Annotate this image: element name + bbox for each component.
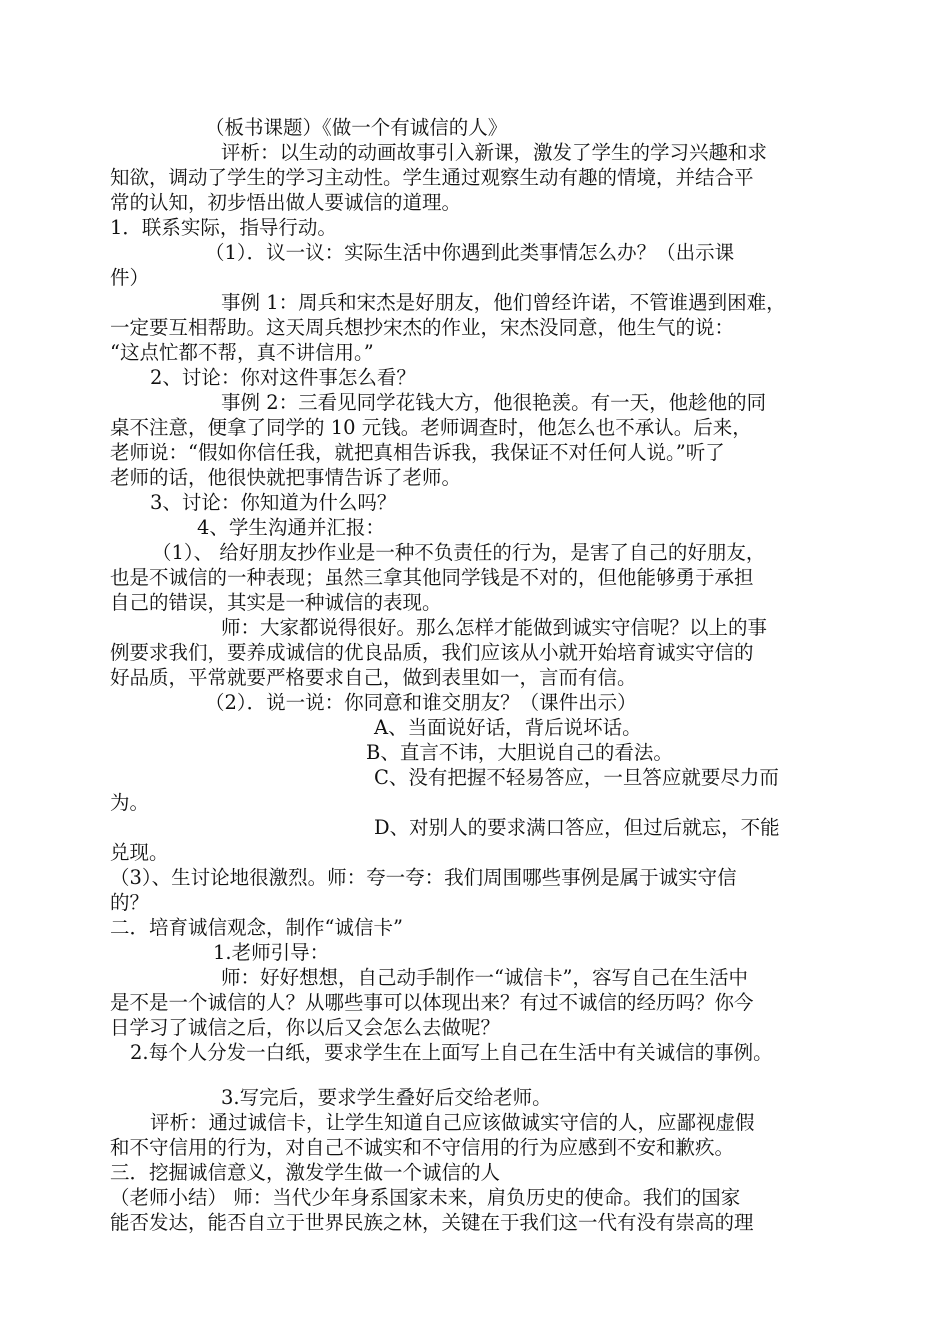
- text-line: 能否发达，能否自立于世界民族之林，关键在于我们这一代有没有崇高的理: [110, 1211, 754, 1234]
- text-line: D、对别人的要求满口答应，但过后就忘，不能: [374, 816, 780, 839]
- text-line: 件）: [110, 266, 150, 289]
- text-line: 2.每个人分发一白纸，要求学生在上面写上自己在生活中有关诚信的事例。: [130, 1041, 773, 1064]
- text-line: 3.写完后，要求学生叠好后交给老师。: [221, 1086, 552, 1109]
- text-line: A、当面说好话，背后说坏话。: [374, 716, 642, 739]
- text-line: 2、讨论：你对这件事怎么看？: [150, 366, 416, 389]
- text-line: 三．挖掘诚信意义，激发学生做一个诚信的人: [110, 1161, 501, 1184]
- text-line: 知欲，调动了学生的学习主动性。学生通过观察生动有趣的情境，并结合平: [110, 166, 754, 189]
- text-line: 的？: [110, 891, 150, 914]
- text-line: 自己的错误，其实是一种诚信的表现。: [110, 591, 442, 614]
- text-line: B、直言不讳，大胆说自己的看法。: [366, 741, 673, 764]
- text-line: （1）．议一议：实际生活中你遇到此类事情怎么办？（出示课: [205, 241, 735, 264]
- text-line: 兑现。: [110, 841, 169, 864]
- text-line: （3）、生讨论地很激烈。师：夸一夸：我们周围哪些事例是属于诚实守信: [110, 866, 737, 889]
- text-line: 师：大家都说得很好。那么怎样才能做到诚实守信呢？以上的事: [221, 616, 768, 639]
- text-line: 师：好好想想，自己动手制作一“诚信卡”，容写自己在生活中: [221, 966, 748, 989]
- text-line: 事例 2：三看见同学花钱大方，他很艳羡。有一天，他趁他的同: [221, 391, 767, 414]
- text-line: （板书课题）《做一个有诚信的人》: [205, 116, 508, 139]
- text-line: 例要求我们，要养成诚信的优良品质，我们应该从小就开始培育诚实守信的: [110, 641, 754, 664]
- text-line: 也是不诚信的一种表现；虽然三拿其他同学钱是不对的，但他能够勇于承担: [110, 566, 754, 589]
- text-line: “这点忙都不帮，真不讲信用。”: [110, 341, 374, 364]
- text-line: 老师说：“假如你信任我，就把真相告诉我，我保证不对任何人说。”听了: [110, 441, 725, 464]
- text-line: 为。: [110, 791, 150, 814]
- text-line: 常的认知，初步悟出做人要诚信的道理。: [110, 191, 462, 214]
- text-line: （老师小结） 师：当代少年身系国家未来，肩负历史的使命。我们的国家: [110, 1186, 741, 1209]
- text-line: 事例 1：周兵和宋杰是好朋友，他们曾经许诺，不管谁遇到困难，: [221, 291, 786, 314]
- text-line: 是不是一个诚信的人？从哪些事可以体现出来？有过不诚信的经历吗？你今: [110, 991, 754, 1014]
- text-line: 1．联系实际，指导行动。: [110, 216, 337, 239]
- text-line: 一定要互相帮助。这天周兵想抄宋杰的作业，宋杰没同意，他生气的说：: [110, 316, 735, 339]
- text-line: （1）、 给好朋友抄作业是一种不负责任的行为，是害了自己的好朋友，: [152, 541, 766, 564]
- text-line: 老师的话，他很快就把事情告诉了老师。: [110, 466, 462, 489]
- text-line: 评析：以生动的动画故事引入新课，激发了学生的学习兴趣和求: [221, 141, 768, 164]
- text-line: 二．培育诚信观念，制作“诚信卡”: [110, 916, 403, 939]
- text-line: C、没有把握不轻易答应，一旦答应就要尽力而: [374, 766, 779, 789]
- text-line: 桌不注意，便拿了同学的 10 元钱。老师调查时，他怎么也不承认。后来，: [110, 416, 752, 439]
- text-line: 评析：通过诚信卡，让学生知道自己应该做诚实守信的人，应鄙视虚假: [150, 1111, 755, 1134]
- text-line: 和不守信用的行为，对自己不诚实和不守信用的行为应感到不安和歉疚。: [110, 1136, 735, 1159]
- text-line: 好品质，平常就要严格要求自己，做到表里如一，言而有信。: [110, 666, 637, 689]
- text-line: 日学习了诚信之后，你以后又会怎么去做呢？: [110, 1016, 501, 1039]
- text-line: 1.老师引导：: [213, 941, 330, 964]
- text-line: 4、学生沟通并汇报：: [197, 516, 385, 539]
- text-line: （2）．说一说：你同意和谁交朋友？（课件出示）: [205, 691, 637, 714]
- text-line: 3、讨论：你知道为什么吗？: [150, 491, 397, 514]
